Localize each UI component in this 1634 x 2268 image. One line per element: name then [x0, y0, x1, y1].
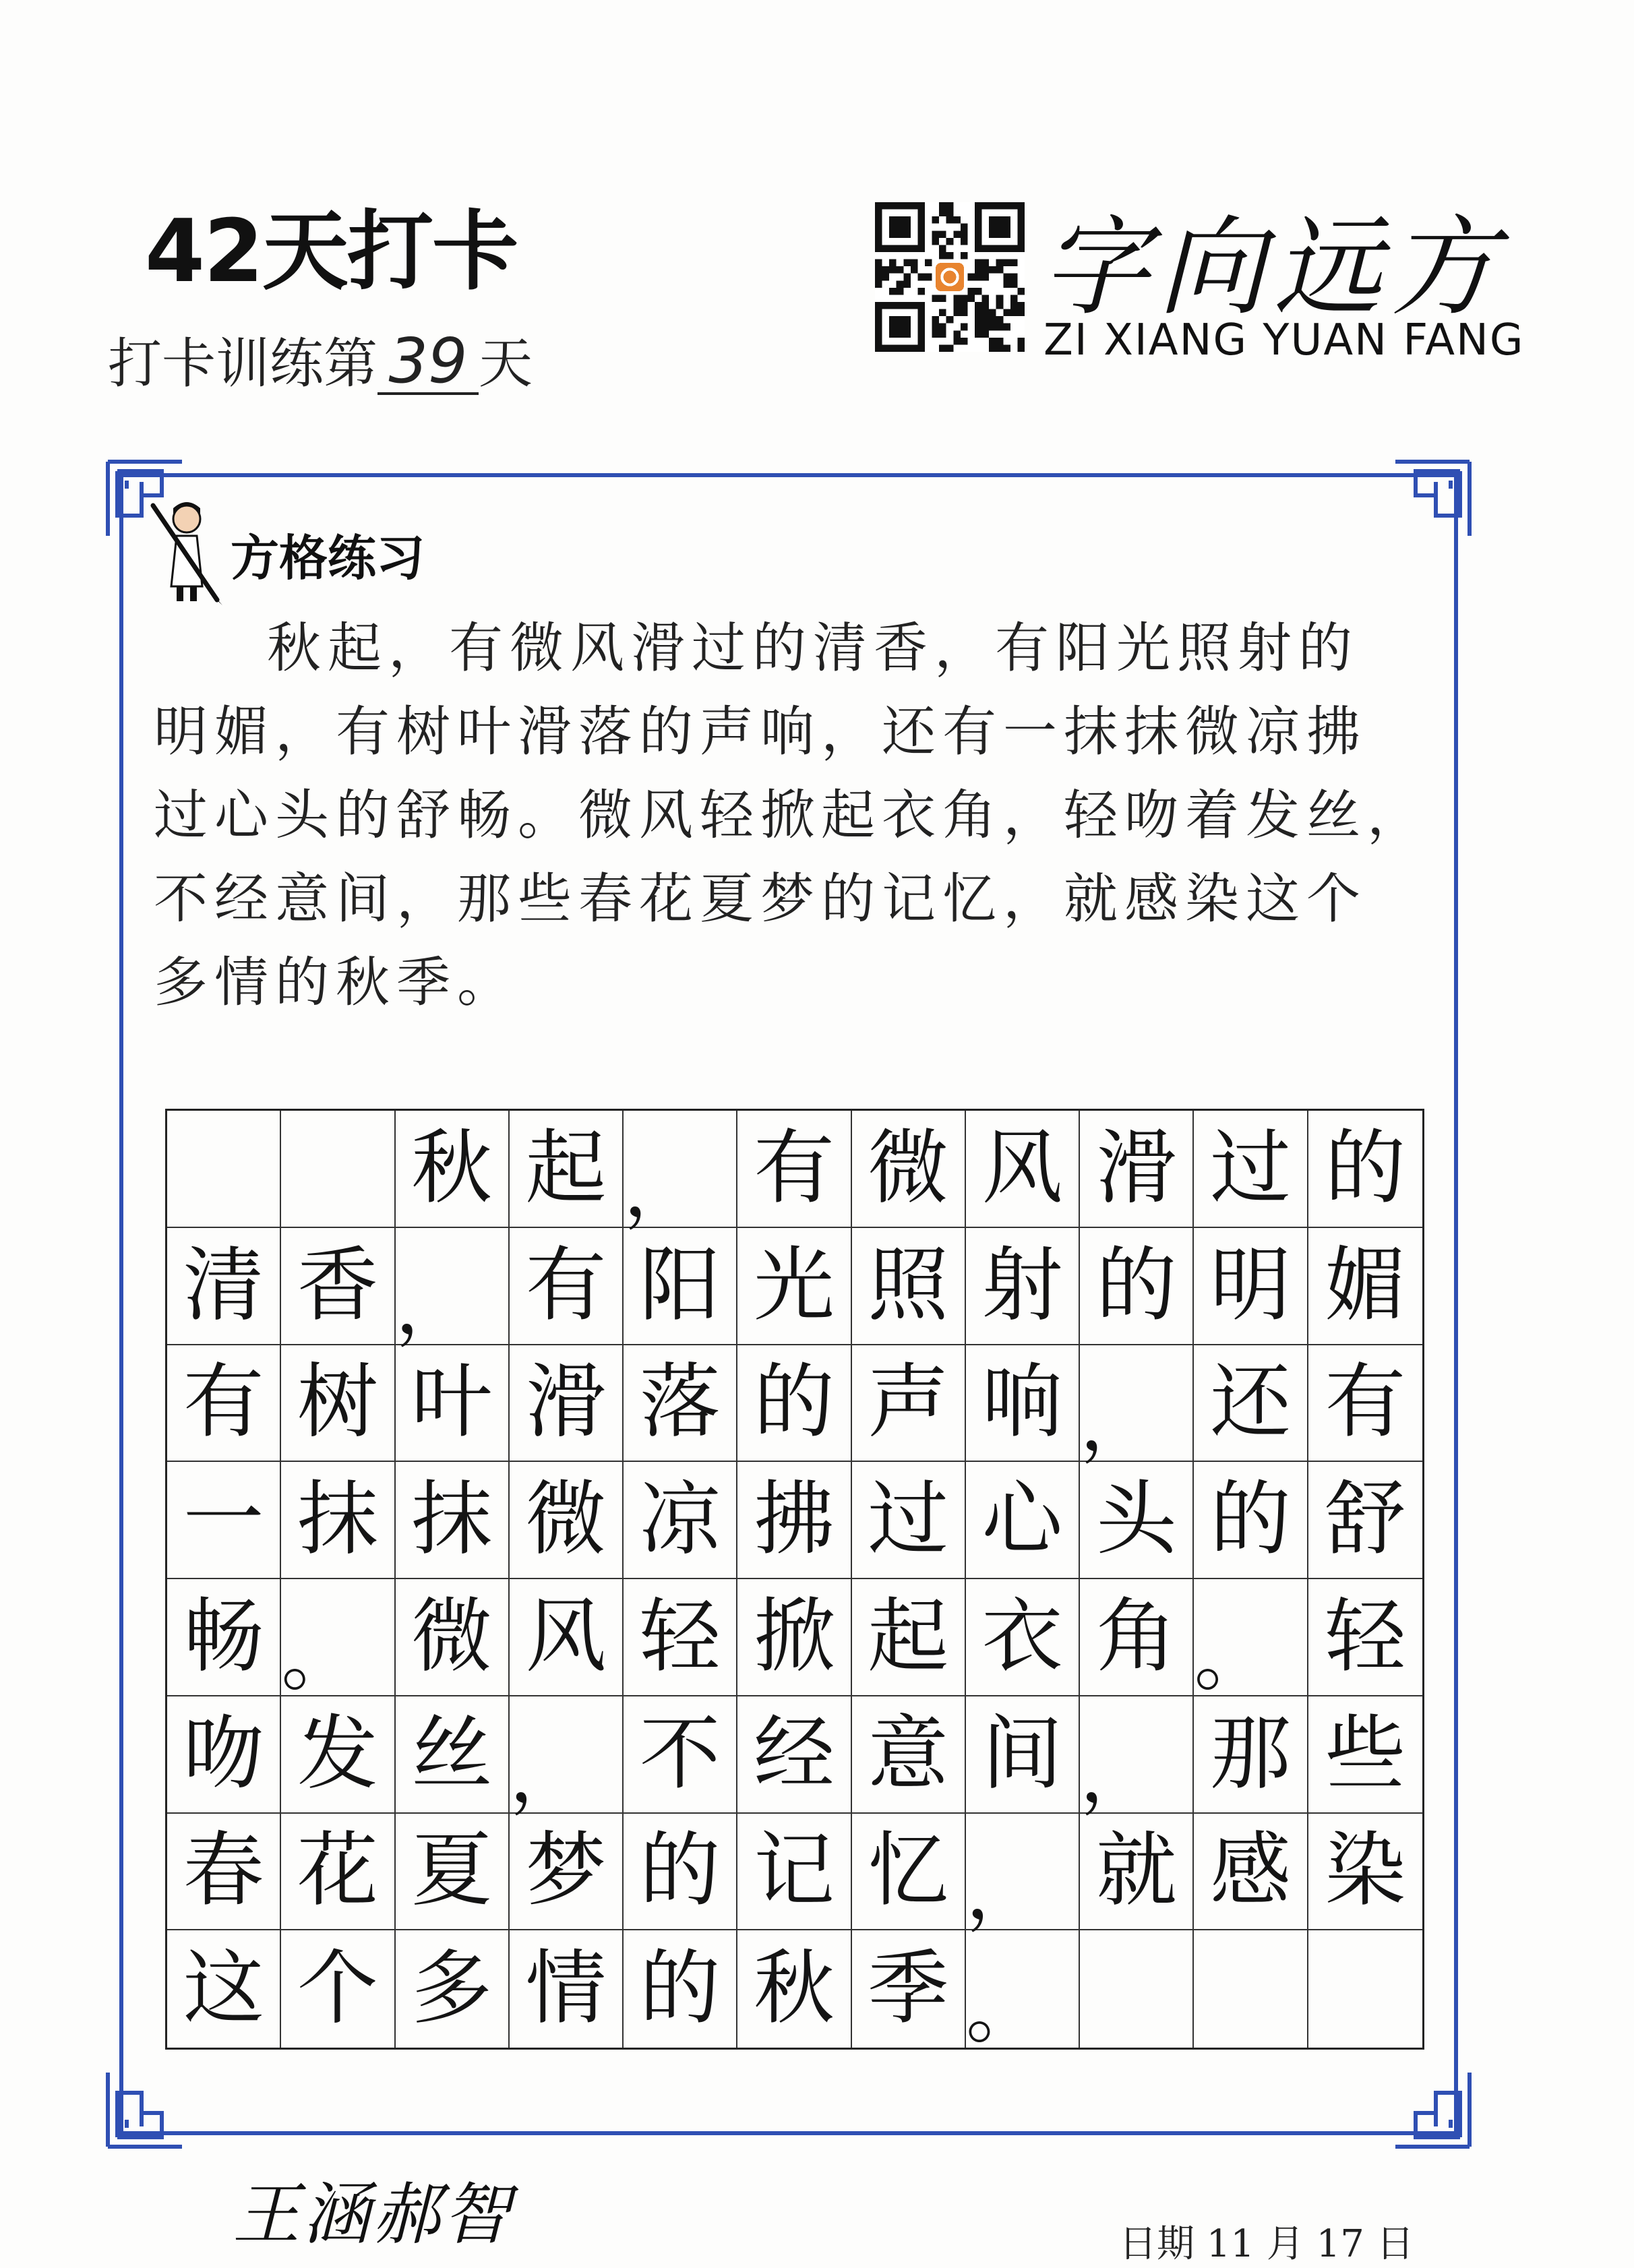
grid-cell: 光	[737, 1228, 851, 1345]
grid-cell: 不	[624, 1696, 737, 1814]
grid-cell: 丝	[396, 1696, 510, 1814]
passage-line: 过心头的舒畅。微风轻掀起衣角，轻吻着发丝，	[154, 784, 1428, 847]
grid-cell: 头	[1080, 1462, 1194, 1579]
grid-cell: 吻	[167, 1696, 281, 1814]
grid-cell: 还	[1194, 1345, 1308, 1463]
grid-cell: 滑	[510, 1345, 624, 1463]
grid-cell: 记	[737, 1814, 851, 1931]
grid-cell: 。	[1194, 1579, 1308, 1696]
grid-cell: ，	[624, 1111, 737, 1228]
writing-grid	[165, 1109, 1424, 2054]
grid-cell: 阳	[624, 1228, 737, 1345]
grid-cell: 。	[281, 1579, 395, 1696]
grid-cell: 风	[510, 1579, 624, 1696]
grid-cell: 掀	[737, 1579, 851, 1696]
grid-cell: 的	[1308, 1111, 1422, 1228]
grid-cell: 秋	[396, 1111, 510, 1228]
grid-cell: ，	[1080, 1696, 1194, 1814]
grid-cell: 染	[1308, 1814, 1422, 1931]
day-suffix: 天	[479, 332, 533, 395]
passage-line: 明媚，有树叶滑落的声响，还有一抹抹微凉拂	[154, 700, 1367, 763]
grid-cell: 季	[852, 1930, 966, 2048]
grid-cell: 意	[852, 1696, 966, 1814]
grid-cell: 声	[852, 1345, 966, 1463]
day-number: 39	[377, 330, 479, 395]
grid-cell: 微	[852, 1111, 966, 1228]
grid-cell: 一	[167, 1462, 281, 1579]
grid-cell: ，	[1080, 1345, 1194, 1463]
day-prefix: 打卡训练第	[108, 332, 377, 395]
grid-cell: 畅	[167, 1579, 281, 1696]
brand-logo-chinese: 字向远方	[1041, 204, 1506, 330]
grid-cell	[1080, 1930, 1194, 2048]
grid-cell: 些	[1308, 1696, 1422, 1814]
grid-cell: 过	[852, 1462, 966, 1579]
grid-cell: 轻	[1308, 1579, 1422, 1696]
grid-cell: 衣	[966, 1579, 1080, 1696]
grid-cell: 起	[510, 1111, 624, 1228]
grid-cell: 梦	[510, 1814, 624, 1931]
grid-cell: 的	[737, 1345, 851, 1463]
grid-cell: 香	[281, 1228, 395, 1345]
grid-cell: 树	[281, 1345, 395, 1463]
brand-logo-pinyin: ZI XIANG YUAN FANG	[1043, 315, 1525, 365]
grid-cell: 过	[1194, 1111, 1308, 1228]
grid-cell: 风	[966, 1111, 1080, 1228]
grid-cell: 射	[966, 1228, 1080, 1345]
passage-line: 多情的秋季。	[154, 951, 518, 1014]
grid-cell	[1308, 1930, 1422, 2048]
grid-cell	[1194, 1930, 1308, 2048]
grid-cell: 多	[396, 1930, 510, 2048]
grid-cell: 的	[1194, 1462, 1308, 1579]
grid-cell: 花	[281, 1814, 395, 1931]
grid-cell: 有	[1308, 1345, 1422, 1463]
grid-cell: 忆	[852, 1814, 966, 1931]
grid-cell: 的	[624, 1930, 737, 2048]
grid-cell	[167, 1111, 281, 1228]
date-field: 日期 11 月 17 日	[1119, 2222, 1414, 2266]
grid-cell: 明	[1194, 1228, 1308, 1345]
grid-cell: ，	[966, 1814, 1080, 1931]
grid-cell: 心	[966, 1462, 1080, 1579]
grid-cell: 响	[966, 1345, 1080, 1463]
grid-cell: 微	[510, 1462, 624, 1579]
grid-cell: 舒	[1308, 1462, 1422, 1579]
grid-cell: 感	[1194, 1814, 1308, 1931]
grid-cell: 落	[624, 1345, 737, 1463]
scholar-with-brush-icon	[150, 499, 224, 607]
grid-cell: 。	[966, 1930, 1080, 2048]
grid-cell: 滑	[1080, 1111, 1194, 1228]
grid-cell: 的	[1080, 1228, 1194, 1345]
grid-cell: 轻	[624, 1579, 737, 1696]
grid-cell: 秋	[737, 1930, 851, 2048]
section-title: 方格练习	[231, 530, 425, 586]
grid-cell: 间	[966, 1696, 1080, 1814]
grid-cell: 有	[737, 1111, 851, 1228]
grid-cell: 微	[396, 1579, 510, 1696]
grid-cell: 个	[281, 1930, 395, 2048]
qr-code-icon	[875, 202, 1025, 352]
practice-passage	[154, 607, 1434, 1024]
page-title: 42天打卡	[145, 202, 518, 302]
grid-cell: 有	[510, 1228, 624, 1345]
student-name: 王涵郝智	[233, 2175, 513, 2254]
grid-cell: 那	[1194, 1696, 1308, 1814]
grid-cell: ，	[396, 1228, 510, 1345]
grid-cell: 起	[852, 1579, 966, 1696]
grid-cell: ，	[510, 1696, 624, 1814]
grid-cell: 有	[167, 1345, 281, 1463]
grid-cell: 发	[281, 1696, 395, 1814]
day-counter	[108, 320, 533, 398]
grid-cell: 凉	[624, 1462, 737, 1579]
passage-line: 不经意间，那些春花夏梦的记忆，就感染这个	[154, 867, 1367, 930]
grid-cell: 就	[1080, 1814, 1194, 1931]
grid-cell: 夏	[396, 1814, 510, 1931]
grid-cell: 春	[167, 1814, 281, 1931]
grid-cell: 叶	[396, 1345, 510, 1463]
grid-cell: 经	[737, 1696, 851, 1814]
grid-cell: 拂	[737, 1462, 851, 1579]
grid-cell: 情	[510, 1930, 624, 2048]
passage-line: 秋起，有微风滑过的清香，有阳光照射的	[267, 617, 1359, 679]
grid-cell: 这	[167, 1930, 281, 2048]
grid-cell: 抹	[281, 1462, 395, 1579]
grid-cell: 角	[1080, 1579, 1194, 1696]
grid-cell: 媚	[1308, 1228, 1422, 1345]
grid-cell	[281, 1111, 395, 1228]
grid-cell: 清	[167, 1228, 281, 1345]
grid-cell: 抹	[396, 1462, 510, 1579]
grid-cell: 照	[852, 1228, 966, 1345]
grid-cell: 的	[624, 1814, 737, 1931]
